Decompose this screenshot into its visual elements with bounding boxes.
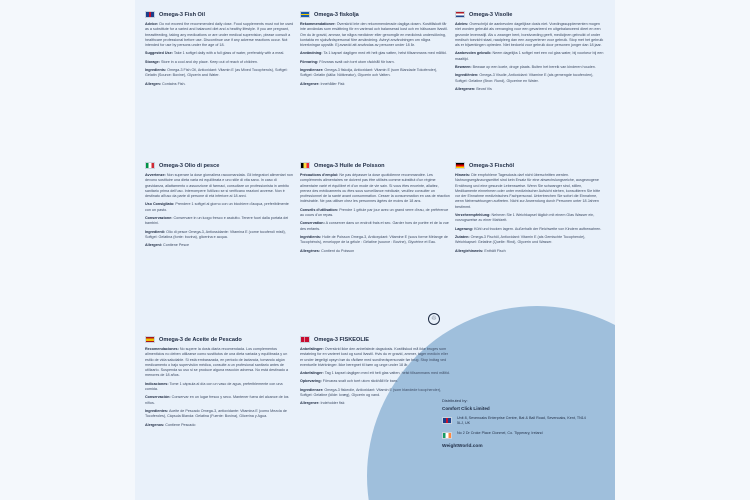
- storage-text: [145, 60, 295, 65]
- storage-text: [300, 379, 450, 384]
- ingredients-body: Omega-3 fiskeolie, Antioxidant: Vitamin E (som blandede tocopheroler), Softgel: Gelatine (kilde: kvæg), Glycerin og vand.: [300, 387, 442, 398]
- ingredients-text: [145, 409, 295, 420]
- use-body: Prendre 1 gélule par jour avec un grand verre d'eau, de préférence au cours d'un repas.: [300, 207, 449, 218]
- storage-text: [300, 221, 450, 232]
- denmark-flag-icon: [300, 336, 310, 343]
- allergen-text: [300, 249, 450, 254]
- advice-text: [300, 22, 450, 48]
- section-title: [300, 336, 450, 343]
- advice-body: Ne pas dépasser la dose quotidienne recommandée. Les compléments alimentaires ne doivent pas être utilisés comme substitut d'un régime alimentaire varié et équilibré et d'un mode de vie sain. Si vous êtes enceinte, allaitez, prenez des médicaments ou êtes sous surveillance médicale, veuillez consulter un professionnel de la santé avant consommation. Cesser la consommation en cas de réaction indésirable. Ne pas utiliser chez les personnes âgées de moins de 18 ans.: [300, 173, 450, 204]
- allergen-text: [145, 423, 295, 428]
- section-title: [145, 336, 295, 343]
- uk-address-row: [442, 416, 592, 426]
- allergen-text: [145, 82, 295, 87]
- germany-flag-icon: [455, 162, 465, 169]
- storage-label: Bewaren:: [455, 65, 472, 70]
- advice-label: Précautions d'emploi:: [300, 173, 339, 177]
- ingredients-label: Ingredienser:: [300, 68, 324, 73]
- section-danish: [300, 336, 450, 410]
- distributor-company: Comfort Click Limited: [442, 406, 490, 411]
- ingredients-text: [455, 235, 605, 246]
- use-body: Tome 1 cápsula al día con un vaso de agua, preferiblemente con una comida.: [145, 381, 283, 392]
- storage-label: Conservazione:: [145, 216, 173, 221]
- storage-label: Opbevaring:: [300, 379, 322, 384]
- section-spanish: [145, 336, 295, 431]
- section-title: [145, 11, 295, 18]
- advice-label: Advice:: [145, 22, 159, 26]
- advice-label: Hinweis:: [455, 173, 471, 177]
- storage-text: [455, 227, 605, 232]
- section-title-text: Omega-3 FISKEOLIE: [314, 336, 370, 343]
- advice-body: No supere la dosis diaria recomendada. Los complementos alimenticios no deben utilizarse como sustitutos de una dieta variada y equilibrada y un estilo de vida saludable. Si está embarazada, en periodo de lactancia, tomando algún medicamento o bajo supervisión médica, consulte a un profesional sanitario antes de utilizarlo. Suspenda su uso si se produce alguna reacción adversa. No está destinado a menores de 18 años.: [145, 347, 289, 378]
- use-label: Aanbevolen gebruik:: [455, 51, 492, 56]
- allergen-label: Allergiehinweis:: [455, 248, 484, 253]
- ingredients-text: [145, 68, 295, 79]
- ingredients-body: Huile de Poisson Omega-3, Antioxydant: Vitamine E (sous forme Mélange de Tocophérols), enveloppe de la gélule : Gélatine (source : Bovine), Glycérine et Eau.: [300, 234, 448, 245]
- use-text: [455, 213, 605, 224]
- ingredients-text: [300, 68, 450, 79]
- ingredients-body: Omega-3 Visolie, Antioxidant: Vitamine E (als gemengde tocoferolen), Softgel: Gelatine (Bron: Rund), Glycerine en Water.: [455, 73, 594, 83]
- storage-label: Lagerung:: [455, 226, 474, 231]
- france-flag-icon: [300, 162, 310, 169]
- advice-text: [455, 173, 605, 210]
- ingredients-label: Ingrédients:: [300, 234, 322, 239]
- section-title-text: Omega-3 fiskolja: [314, 11, 359, 18]
- allergen-text: [145, 243, 295, 248]
- use-body: Prendere 1 softgel al giorno con un bicchiere d'acqua, preferibilmente con un pasto.: [145, 202, 289, 212]
- label-sheet: [135, 0, 615, 500]
- advice-text: [145, 22, 295, 48]
- section-english: [145, 11, 295, 90]
- allergen-label: Allergènes:: [300, 248, 321, 253]
- advice-text: [145, 173, 295, 199]
- advice-label: Advies:: [455, 22, 469, 26]
- use-body: Tag 1 kapsel dagligen med ett helt glas vatten, helst tillsammans med måltid.: [324, 371, 450, 376]
- allergen-label: Allergener:: [300, 81, 320, 86]
- use-text: [455, 51, 605, 62]
- allergen-body: Contiene Pesce: [163, 243, 190, 248]
- ingredients-body: Omega-3 fiskolja, Antioxidant: Vitamin E (som Blandade Tokoferoler), Softgel: Gelatin (källa: Nötkreatur), Glycerin och Vatten.: [300, 68, 438, 78]
- advice-label: Rekommendationer:: [300, 22, 336, 26]
- allergen-body: Contains Fish.: [162, 81, 186, 86]
- section-title-text: Omega-3 Fish Oil: [159, 11, 206, 18]
- ireland-flag-icon: [442, 432, 452, 439]
- ingredients-text: [300, 388, 450, 399]
- netherlands-flag-icon: [455, 11, 465, 18]
- section-italian: [145, 162, 295, 252]
- storage-label: Conservation:: [300, 221, 325, 226]
- uk-address: Unit 8, Sevenoaks Enterprise Centre, Bat & Ball Road, Sevenoaks, Kent, TN14 5LJ, UK: [457, 416, 586, 425]
- storage-body: Store in a cool and dry place. Keep out of reach of children.: [161, 59, 258, 64]
- ingredients-label: Ingredientes:: [145, 408, 169, 413]
- ingredients-body: Omega-3 Fish Oil, Antioxidant: Vitamin E (as Mixed Tocopherols), Softgel: Gelatin (Source: Bovine), Glycerin and Water.: [145, 68, 288, 78]
- section-title: [300, 11, 450, 18]
- use-label: Uso Consigliato:: [145, 202, 175, 207]
- storage-label: Förvaring:: [300, 59, 319, 64]
- use-text: [145, 382, 295, 393]
- ingredients-label: Ingredienser:: [300, 387, 324, 392]
- allergen-text: [300, 401, 450, 406]
- ingredients-text: [145, 230, 295, 241]
- ingredients-label: Ingrediënten:: [455, 73, 479, 78]
- advice-body: Överskrid inte den rekommenderade dagliga dosen. Kosttillskott får inte användas som ersättning för en varierad och balanserad kost och en hälsosam livsstil. Om du är gravid, ammar, tar några mediciner eller genomgår en medicinsk undersökning, kontakta en sjukvårdspersonal före användning. Avbryt användningen om några biverkningar uppstår. Ej avsedd att användas av personer under 18 år.: [300, 22, 448, 48]
- section-title: [145, 162, 295, 169]
- use-label: Anbefalinger:: [300, 371, 324, 376]
- use-text: [300, 51, 450, 56]
- storage-body: Förvaras svalt och torrt utom räckhåll för barn.: [322, 379, 399, 384]
- website: WeightWorld.com: [442, 444, 483, 449]
- uk-flag-icon: [442, 417, 452, 424]
- section-title-text: Omega-3 Olio di pesce: [159, 162, 220, 169]
- allergen-label: Allergener:: [300, 401, 320, 406]
- storage-body: A conserver dans un endroit frais et sec. Garder hors de portée et de la vue des enfants.: [300, 221, 449, 231]
- section-title: [300, 162, 450, 169]
- section-title-text: Omega-3 Huile de Poisson: [314, 162, 385, 169]
- use-label: Conseils d'utilisation:: [300, 207, 339, 212]
- section-title-text: Omega-3 Visolie: [469, 11, 513, 18]
- advice-label: Recomendaciones:: [145, 347, 179, 351]
- allergen-label: Allergen:: [145, 81, 161, 86]
- allergen-text: [300, 82, 450, 87]
- distributor-label: Distributed by:: [442, 398, 468, 403]
- use-body: Take 1 softgel daily with a full glass of water, preferably with a meal.: [173, 51, 285, 56]
- ingredients-body: Omega-3 Fischöl, Antioxidant: Vitamin E (als Gemischte Tocopherole), Weichkapsel: Gelatine (Quelle: Rind), Glycerin und Wasser.: [455, 234, 586, 245]
- use-label: Indicaciones:: [145, 381, 169, 386]
- advice-text: [300, 347, 450, 368]
- section-german: [455, 162, 605, 257]
- allergen-body: Contiene Pescado: [165, 422, 196, 427]
- spain-flag-icon: [145, 336, 155, 343]
- storage-text: [145, 395, 295, 406]
- allergen-label: Allergenen:: [455, 86, 476, 91]
- use-label: Verzehrempfehlung:: [455, 213, 491, 218]
- use-text: [145, 51, 295, 56]
- section-title: [455, 11, 605, 18]
- use-label: Användning:: [300, 51, 323, 56]
- storage-label: Conservación:: [145, 395, 171, 400]
- ingredients-label: Zutaten:: [455, 234, 470, 239]
- ingredients-label: Ingredienti:: [145, 229, 166, 234]
- ie-address: No 2 Dr Croke Place Clonmel, Co. Tipperary, Ireland: [457, 431, 543, 435]
- advice-body: Overskrid ikke den anbefalede dagsdosis. Kosttilskud må ikke bruges som erstatning for en varieret kost og sund livsstil. Hvis du er gravid, ammer, tager medicin eller er under lægeligt opsyn bør du rådføre med sundhedspersonale før brug. Stop indtag ved eventuelle bivirkninger. Ikke beregnet til børn og unge under 18 år.: [300, 347, 448, 367]
- advice-label: Anbefalinger:: [300, 347, 324, 351]
- allergen-body: Enthält Fisch: [484, 248, 506, 253]
- column-1: [145, 0, 295, 500]
- ie-address-row: [442, 431, 592, 439]
- storage-text: [300, 60, 450, 65]
- section-title-text: Omega-3 Fischöl: [469, 162, 515, 169]
- use-text: [300, 208, 450, 219]
- allergen-label: Allergeni:: [145, 243, 163, 248]
- ingredients-label: Ingredients:: [145, 68, 167, 73]
- advice-label: Avvertenze:: [145, 173, 166, 177]
- allergen-body: Innehåller Fisk: [320, 81, 345, 86]
- section-title-text: Omega-3 de Aceite de Pescado: [159, 336, 242, 343]
- allergen-body: Bevat Vis: [476, 86, 492, 91]
- section-title: [455, 162, 605, 169]
- section-swedish: [300, 11, 450, 90]
- storage-body: Förvaras svalt och torrt utom räckhåll för barn.: [319, 59, 395, 64]
- allergen-text: [455, 87, 605, 92]
- section-french: [300, 162, 450, 257]
- advice-body: Non superare la dose giornaliera raccomandata. Gli integratori alimentari non devono sostituire una dieta varia ed equilibrata e uno stile di vita sano. In caso di gravidanza, allattamento o assunzione di farmaci, consultare un professionista in ambito sanitario prima dell'uso. Interrompere l'utilizzo se si verificano reazioni avverse. Non è destinato all'uso da parte di persone di età inferiore ai 18 anni.: [145, 173, 293, 199]
- allergen-body: Contient du Poisson: [321, 248, 355, 253]
- ingredients-text: [300, 235, 450, 246]
- storage-text: [455, 65, 605, 70]
- storage-text: [145, 216, 295, 227]
- use-label: Suggested Use:: [145, 51, 173, 56]
- advice-text: [455, 22, 605, 48]
- ingredients-body: Olio di pesce Omega-3, Antiossidante: Vitamina E (come tocoferoli misti), Softgel: Gelatina (fonte: bovina), glicerina e acqua.: [145, 229, 286, 239]
- advice-body: Do not exceed the recommended daily dose. Food supplements must not be used as a substitute for a varied and balanced diet and a healthy lifestyle. If you are pregnant, breastfeeding, taking any medications or are under medical supervision, please consult a healthcare professional before use. Discontinue use if any adverse reactions occur. Not intended for use by persons under the age of 18.: [145, 22, 294, 48]
- advice-text: [145, 347, 295, 379]
- ingredients-body: Aceite de Pescado Omega-3, antioxidante: Vitamina E (como Mezcla de Tocoferoles), Cápsula Blanda: Gelatina (Fuente: Bovina), Glicerina y Agua.: [145, 408, 287, 419]
- allergen-body: Indeholder fisk: [320, 401, 345, 406]
- use-text: [300, 371, 450, 376]
- italy-flag-icon: [145, 162, 155, 169]
- use-body: Ta 1 kapsel dagligen med ett helt glas vatten, helst tillsammans med måltid.: [323, 51, 447, 56]
- allergen-text: [455, 249, 605, 254]
- distributor-block: [442, 398, 592, 449]
- advice-body: Die empfohlene Tagesdosis darf nicht überschritten werden. Nahrungsergänzungsmittel sind kein Ersatz für eine abwechslungsreiche, ausgewogene Ernährung und eine gesunde Lebensweise. Wenn Sie schwanger sind, stillen, Medikamente einnehmen oder unter medizinischer Aufsicht stehen, konsultieren Sie bitte vor der Einnahme medizinisches Fachpersonal. Unterbrechen Sie sofort die Einnahme, wenn Nebenwirkungen auftreten. Nicht zur Anwendung durch Personen unter 18 Jahren bestimmt.: [455, 173, 601, 209]
- advice-text: [300, 173, 450, 205]
- sweden-flag-icon: [300, 11, 310, 18]
- advice-body: Overschrijd de aanbevolen dagelijkse dosis niet. Voedingssupplementen mogen niet worden gebruikt als vervanging voor een gevarieerd en uitgebalanceerd dieet en een gezonde levensstijl. Als u zwanger bent, borstvoeding geeft, medicijnen gebruikt of onder medisch toezicht staat, raadpleeg dan een zorgverlener voor gebruik. Stop met het gebruik als er bijwerkingen optreden. Niet bedoeld voor gebruik door personen jonger dan 18 jaar.: [455, 22, 604, 48]
- allergen-label: Alergenos:: [145, 422, 165, 427]
- ingredients-text: [455, 73, 605, 84]
- use-body: Nehmen Sie 1 Weichkapsel täglich mit einem Glas Wasser ein, vorzugsweise zu einer Mahlzeit.: [455, 213, 595, 223]
- storage-body: Bewaar op een koele, droge plaats. Buiten het bereik van kinderen houden.: [472, 65, 596, 70]
- storage-body: Conservar en un lugar fresco y seco. Mantener fuera del alcance de los niños.: [145, 395, 289, 405]
- storage-label: Storage:: [145, 59, 160, 64]
- storage-body: Conservare in un luogo fresco e asciutto. Tenere fuori dalla portata dei bambini.: [145, 216, 289, 226]
- use-text: [145, 202, 295, 213]
- section-dutch: [455, 11, 605, 95]
- storage-body: Kühl und trocken lagern. Außerhalb der Reichweite von Kindern aufbewahren.: [474, 226, 602, 231]
- use-body: Neem dagelijks 1 softgel met een vol glas water, bij voorkeur bij een maaltijd.: [455, 51, 604, 61]
- uk-flag-icon: [145, 11, 155, 18]
- recycle-icon: ♲: [428, 313, 440, 325]
- column-2: [300, 0, 450, 500]
